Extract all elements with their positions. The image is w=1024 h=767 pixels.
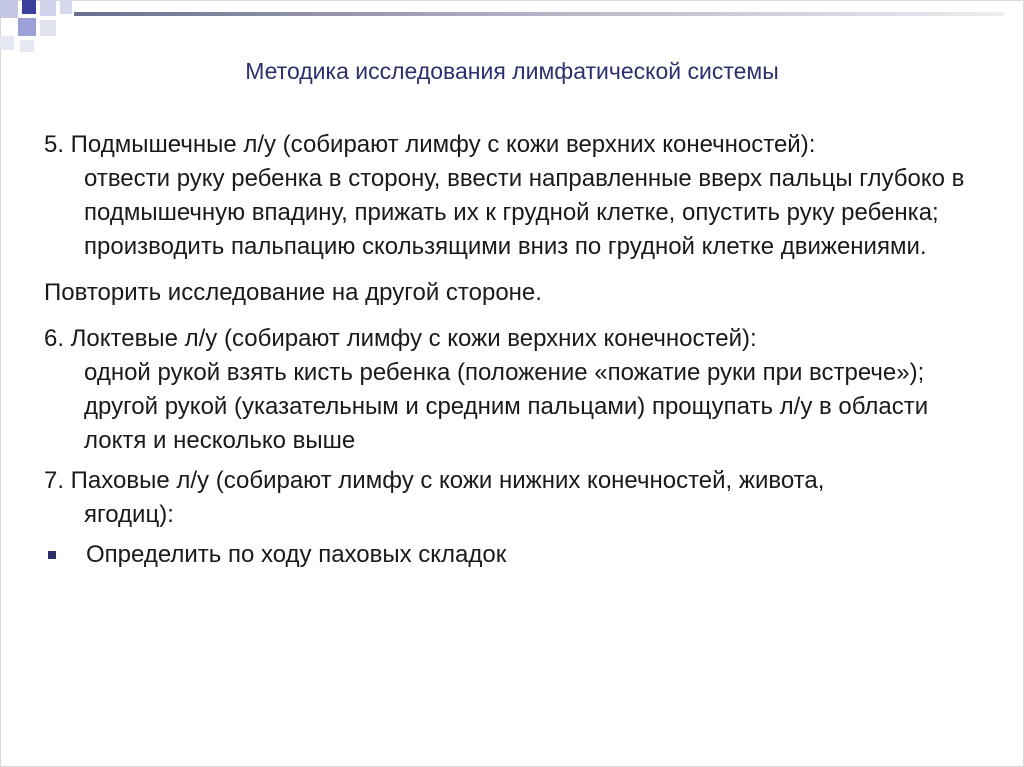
item-heading: 5. Подмышечные л/у (собирают лимфу с кожи верхних конечностей): xyxy=(44,131,816,158)
item-heading: 7. Паховые л/у (собирают лимфу с кожи нижних конечностей, живота, xyxy=(44,467,825,494)
item-inguinal-nodes xyxy=(44,464,984,532)
bullet-item xyxy=(44,538,984,572)
slide-title: Методика исследования лимфатической системы xyxy=(245,58,779,84)
decor-square xyxy=(18,18,36,36)
decor-square xyxy=(40,0,56,16)
item-elbow-nodes xyxy=(44,322,984,458)
decor-square xyxy=(0,0,18,18)
item-description: одной рукой взять кисть ребенка (положение «пожатие руки при встрече»); другой рукой (указательным и средним пальцами) прощупать л/у в области локтя и несколько выше xyxy=(84,359,929,454)
bullet-text: Определить по ходу паховых складок xyxy=(86,541,507,568)
square-bullet-icon xyxy=(48,551,56,559)
decor-square xyxy=(20,40,34,52)
item-repeat-note xyxy=(44,276,984,310)
item-heading: 6. Локтевые л/у (собирают лимфу с кожи верхних конечностей): xyxy=(44,325,757,352)
item-heading: Повторить исследование на другой стороне. xyxy=(44,279,542,306)
item-description: ягодиц): xyxy=(84,501,174,528)
header-gradient-bar xyxy=(74,12,1004,16)
decor-square xyxy=(22,0,36,14)
item-description: отвести руку ребенка в сторону, ввести направленные вверх пальцы глубоко в подмышечную впадину, прижать их к грудной клетке, опустить руку ребенка; производить пальпацию скользящими вниз по грудной клетке движениями. xyxy=(84,165,965,260)
decor-square xyxy=(60,0,72,14)
decor-square xyxy=(40,20,56,36)
decor-square xyxy=(0,36,14,50)
slide-content xyxy=(44,128,984,572)
item-axillary-nodes xyxy=(44,128,984,264)
